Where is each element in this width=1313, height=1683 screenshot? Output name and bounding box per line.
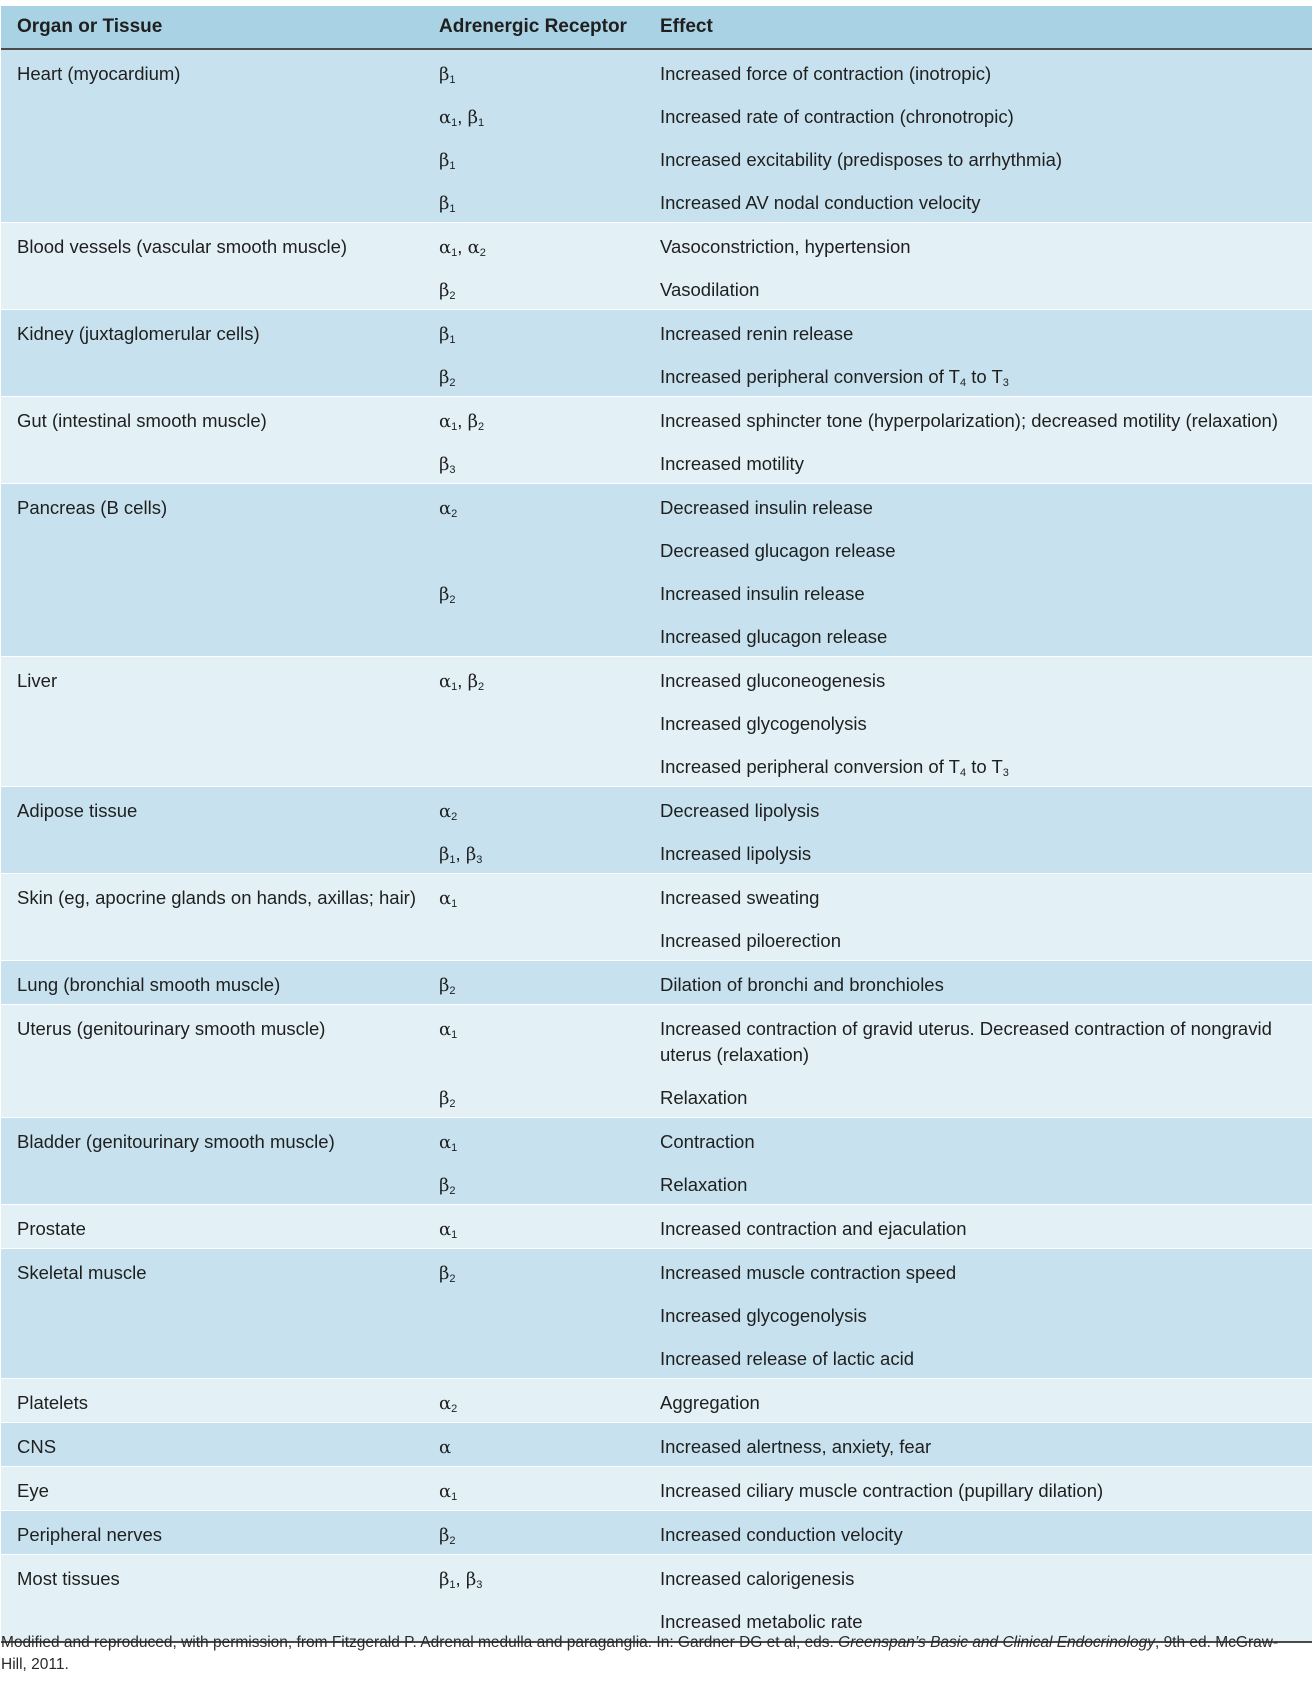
effect-cell: Increased glycogenolysis — [658, 1292, 1312, 1335]
organ-cell: Lung (bronchial smooth muscle) — [1, 961, 436, 1005]
organ-cell — [1, 830, 436, 874]
effect-cell: Decreased lipolysis — [658, 787, 1312, 831]
organ-cell — [1, 179, 436, 223]
effect-cell: Increased alertness, anxiety, fear — [658, 1423, 1312, 1467]
effect-cell: Relaxation — [658, 1161, 1312, 1205]
adrenergic-receptor-table — [1, 6, 1312, 1643]
table-row — [1, 1379, 1312, 1423]
organ-cell: Peripheral nerves — [1, 1511, 436, 1555]
organ-cell — [1, 1161, 436, 1205]
table-row — [1, 179, 1312, 223]
receptor-cell — [436, 743, 658, 787]
organ-cell: Pancreas (B cells) — [1, 484, 436, 528]
table-row — [1, 1118, 1312, 1162]
receptor-cell: $\beta_1$ — [436, 179, 658, 223]
receptor-cell: $\alpha_1$, $\beta_2$ — [436, 397, 658, 441]
effect-cell: Vasodilation — [658, 266, 1312, 310]
organ-cell: Eye — [1, 1467, 436, 1511]
receptor-cell — [436, 1335, 658, 1379]
footnote-edition: , 9th ed. McGraw-Hill, 2011. — [1, 1634, 1279, 1673]
table-row — [1, 700, 1312, 743]
table-row — [1, 266, 1312, 310]
receptor-cell: $\beta_1$, $\beta_3$ — [436, 830, 658, 874]
table-row — [1, 136, 1312, 179]
receptor-cell — [436, 700, 658, 743]
effect-cell: Increased peripheral conversion of $T_4$ to $T_3$ — [658, 743, 1312, 787]
organ-cell — [1, 700, 436, 743]
effect-cell: Increased renin release — [658, 310, 1312, 354]
organ-cell: Most tissues — [1, 1555, 436, 1599]
receptor-cell: $\beta_2$ — [436, 353, 658, 397]
organ-cell — [1, 440, 436, 484]
table-row — [1, 1292, 1312, 1335]
effect-cell: Increased peripheral conversion of $T_4$ to $T_3$ — [658, 353, 1312, 397]
table-row — [1, 397, 1312, 441]
receptor-cell: $\beta_2$ — [436, 1161, 658, 1205]
organ-cell: Bladder (genitourinary smooth muscle) — [1, 1118, 436, 1162]
table-row — [1, 961, 1312, 1005]
table-body — [1, 49, 1312, 1642]
header-receptor: Adrenergic Receptor — [436, 6, 658, 49]
table-row — [1, 93, 1312, 136]
effect-cell: Increased insulin release — [658, 570, 1312, 613]
organ-cell — [1, 917, 436, 961]
table-row — [1, 223, 1312, 267]
organ-cell — [1, 570, 436, 613]
effect-cell: Increased lipolysis — [658, 830, 1312, 874]
organ-cell — [1, 353, 436, 397]
effect-cell: Decreased glucagon release — [658, 527, 1312, 570]
organ-cell — [1, 743, 436, 787]
table-row — [1, 527, 1312, 570]
table-row — [1, 657, 1312, 701]
receptor-cell: $\beta_2$ — [436, 570, 658, 613]
organ-cell: Heart (myocardium) — [1, 49, 436, 93]
effect-cell: Increased sphincter tone (hyperpolarization); decreased motility (relaxation) — [658, 397, 1312, 441]
organ-cell: Skeletal muscle — [1, 1249, 436, 1293]
receptor-cell: $\beta_2$ — [436, 266, 658, 310]
receptor-cell: $\beta_2$ — [436, 961, 658, 1005]
receptor-cell: $\beta_1$ — [436, 49, 658, 93]
organ-cell — [1, 1292, 436, 1335]
table-row — [1, 1205, 1312, 1249]
receptor-cell: α — [436, 1423, 658, 1467]
effect-cell: Increased metabolic rate — [658, 1598, 1312, 1642]
effect-cell: Increased calorigenesis — [658, 1555, 1312, 1599]
effect-cell: Increased glycogenolysis — [658, 700, 1312, 743]
receptor-cell: $\alpha_1$, $\beta_2$ — [436, 657, 658, 701]
table-row — [1, 49, 1312, 93]
organ-cell — [1, 93, 436, 136]
effect-cell: Increased release of lactic acid — [658, 1335, 1312, 1379]
effect-cell: Increased glucagon release — [658, 613, 1312, 657]
effect-cell: Increased force of contraction (inotropic) — [658, 49, 1312, 93]
organ-cell — [1, 527, 436, 570]
table-row — [1, 917, 1312, 961]
effect-cell: Increased AV nodal conduction velocity — [658, 179, 1312, 223]
receptor-cell: $\alpha_2$ — [436, 787, 658, 831]
receptor-cell: $\alpha_1$ — [436, 1467, 658, 1511]
organ-cell: Gut (intestinal smooth muscle) — [1, 397, 436, 441]
organ-cell: Platelets — [1, 1379, 436, 1423]
table-row — [1, 1467, 1312, 1511]
effect-cell: Increased excitability (predisposes to arrhythmia) — [658, 136, 1312, 179]
receptor-cell: $\alpha_1$, $\alpha_2$ — [436, 223, 658, 267]
table-row — [1, 1074, 1312, 1118]
organ-cell — [1, 136, 436, 179]
table-row — [1, 830, 1312, 874]
organ-cell: CNS — [1, 1423, 436, 1467]
receptor-cell: $\alpha_2$ — [436, 484, 658, 528]
organ-cell — [1, 1074, 436, 1118]
effect-cell: Increased contraction and ejaculation — [658, 1205, 1312, 1249]
effect-cell: Vasoconstriction, hypertension — [658, 223, 1312, 267]
organ-cell: Uterus (genitourinary smooth muscle) — [1, 1005, 436, 1075]
footnote-book-title: Greenspan’s Basic and Clinical Endocrinology — [838, 1634, 1155, 1651]
table-header-row — [1, 6, 1312, 49]
table-row — [1, 1161, 1312, 1205]
receptor-cell: $\beta_1$, $\beta_3$ — [436, 1555, 658, 1599]
organ-cell: Adipose tissue — [1, 787, 436, 831]
source-footnote — [1, 1632, 1301, 1676]
table-row — [1, 874, 1312, 918]
receptor-cell: $\alpha_1$, $\beta_1$ — [436, 93, 658, 136]
header-effect: Effect — [658, 6, 1312, 49]
table-row — [1, 353, 1312, 397]
table-row — [1, 1335, 1312, 1379]
effect-cell: Contraction — [658, 1118, 1312, 1162]
effect-cell: Increased muscle contraction speed — [658, 1249, 1312, 1293]
organ-cell: Liver — [1, 657, 436, 701]
effect-cell: Aggregation — [658, 1379, 1312, 1423]
receptor-cell: $\beta_3$ — [436, 440, 658, 484]
table-row — [1, 1249, 1312, 1293]
effect-cell: Decreased insulin release — [658, 484, 1312, 528]
organ-cell: Prostate — [1, 1205, 436, 1249]
receptor-cell: $\alpha_1$ — [436, 874, 658, 918]
organ-cell: Skin (eg, apocrine glands on hands, axillas; hair) — [1, 874, 436, 918]
effect-cell: Increased motility — [658, 440, 1312, 484]
footnote-text: Modified and reproduced, with permission, from Fitzgerald P. Adrenal medulla and paraganglia. In: Gardner DG et al, eds. — [1, 1634, 839, 1651]
effect-cell: Increased rate of contraction (chronotropic) — [658, 93, 1312, 136]
table-row — [1, 1005, 1312, 1075]
table-row — [1, 613, 1312, 657]
table-row — [1, 440, 1312, 484]
table-row — [1, 787, 1312, 831]
receptor-cell: $\beta_1$ — [436, 136, 658, 179]
receptor-cell: $\beta_2$ — [436, 1074, 658, 1118]
effect-cell: Increased sweating — [658, 874, 1312, 918]
receptor-cell — [436, 527, 658, 570]
receptor-cell: $\beta_2$ — [436, 1511, 658, 1555]
receptor-cell — [436, 613, 658, 657]
effect-cell: Increased conduction velocity — [658, 1511, 1312, 1555]
receptor-cell — [436, 1292, 658, 1335]
receptor-cell: $\alpha_1$ — [436, 1005, 658, 1075]
effect-cell: Dilation of bronchi and bronchioles — [658, 961, 1312, 1005]
receptor-cell: $\alpha_1$ — [436, 1205, 658, 1249]
effect-cell: Increased ciliary muscle contraction (pupillary dilation) — [658, 1467, 1312, 1511]
table-row — [1, 1511, 1312, 1555]
table-row — [1, 1555, 1312, 1599]
organ-cell — [1, 613, 436, 657]
table-row — [1, 743, 1312, 787]
effect-cell: Relaxation — [658, 1074, 1312, 1118]
table-row — [1, 570, 1312, 613]
organ-cell: Blood vessels (vascular smooth muscle) — [1, 223, 436, 267]
organ-cell — [1, 266, 436, 310]
table-row — [1, 1423, 1312, 1467]
header-organ: Organ or Tissue — [1, 6, 436, 49]
receptor-cell: $\beta_1$ — [436, 310, 658, 354]
organ-cell: Kidney (juxtaglomerular cells) — [1, 310, 436, 354]
organ-cell — [1, 1335, 436, 1379]
receptor-cell: $\alpha_2$ — [436, 1379, 658, 1423]
effect-cell: Increased gluconeogenesis — [658, 657, 1312, 701]
effect-cell: Increased piloerection — [658, 917, 1312, 961]
receptor-cell: $\beta_2$ — [436, 1249, 658, 1293]
effect-cell: Increased contraction of gravid uterus. Decreased contraction of nongravid uterus (relaxation) — [658, 1005, 1312, 1075]
table-row — [1, 310, 1312, 354]
table-row — [1, 484, 1312, 528]
receptor-cell: $\alpha_1$ — [436, 1118, 658, 1162]
receptor-cell — [436, 917, 658, 961]
